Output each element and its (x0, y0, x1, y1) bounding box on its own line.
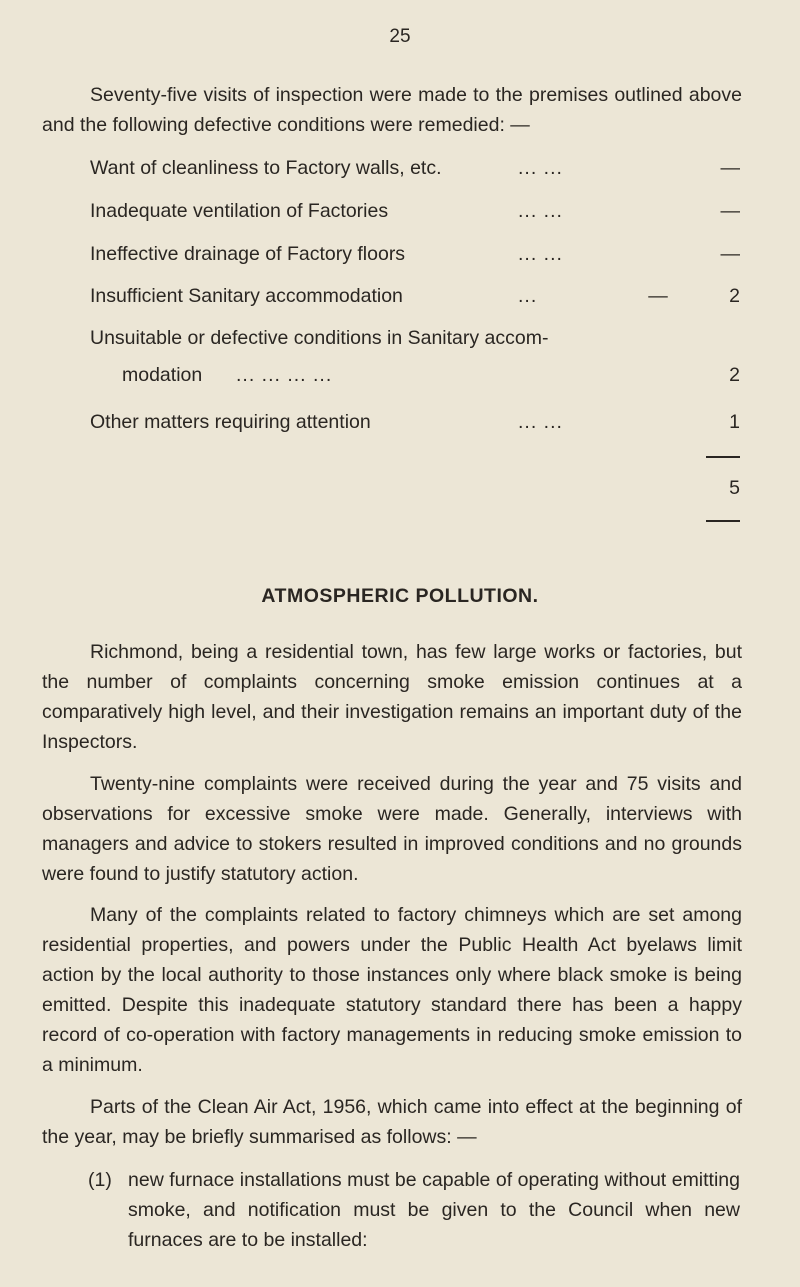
defect-row (90, 285, 740, 315)
defect-count-col2: — (720, 157, 740, 179)
defect-row (90, 243, 740, 273)
leader-dots: ... (518, 285, 538, 307)
list-item (88, 1165, 740, 1255)
leader-dots: ... ... (518, 200, 563, 222)
page-number: 25 (389, 26, 411, 47)
defect-label: modation (122, 364, 203, 386)
defect-count-col2: 2 (729, 285, 740, 307)
list-item-number: (1) (88, 1169, 112, 1191)
defect-count-col2: — (720, 243, 740, 265)
defect-row (90, 200, 740, 230)
defect-row (90, 327, 740, 357)
intro-paragraph: Seventy-five visits of inspection were made to the premises outlined above and the following defective conditions were remedied: — (42, 84, 742, 136)
defect-label: Want of cleanliness to Factory walls, etc. (90, 157, 442, 179)
defect-label: Unsuitable or defective conditions in Sanitary accom- (90, 327, 549, 349)
defect-count-col2: 1 (729, 411, 740, 433)
defect-row (90, 411, 740, 441)
section-heading: ATMOSPHERIC POLLUTION. (261, 585, 539, 607)
defect-label: Other matters requiring attention (90, 411, 371, 433)
body-paragraph: Parts of the Clean Air Act, 1956, which came into effect at the beginning of the year, may be briefly summarised as follows: — (42, 1096, 742, 1148)
body-paragraph: Richmond, being a residential town, has few large works or factories, but the number of complaints concerning smoke emission continues at a comparatively high level, and their investigation remains an important duty of the Inspectors. (42, 641, 742, 753)
leader-dots: ... ... (518, 157, 563, 179)
list-item-text: new furnace installations must be capable of operating without emitting smoke, and notification must be given to the Council when new furnaces are to be installed: (128, 1169, 740, 1251)
defect-label: Ineffective drainage of Factory floors (90, 243, 406, 265)
total-count: 5 (729, 477, 740, 499)
total-row (90, 477, 740, 507)
total-rule-top (706, 456, 740, 458)
defect-label: Inadequate ventilation of Factories (90, 200, 389, 222)
body-paragraph: Twenty-nine complaints were received during the year and 75 visits and observations for excessive smoke were made. Generally, interviews with managers and advice to stokers resulted in improved conditions and no grounds were found to justify statutory action. (42, 773, 742, 885)
defect-count-col2: 2 (729, 364, 740, 386)
defect-row (122, 364, 740, 394)
leader-dots: ... ... ... ... (236, 364, 333, 386)
body-paragraph: Many of the complaints related to factory chimneys which are set among residential properties, and powers under the Public Health Act byelaws limit action by the local authority to those instances only where black smoke is being emitted. Despite this inadequate statutory standard there has been a happy record of co-operation with factory managements in reducing smoke emission to a minimum. (42, 904, 742, 1076)
leader-dots: ... ... (518, 243, 563, 265)
defect-count-col1: — (648, 285, 668, 307)
defect-count-col2: — (720, 200, 740, 222)
leader-dots: ... ... (518, 411, 563, 433)
total-rule-bottom (706, 520, 740, 522)
defect-row (90, 157, 740, 187)
defect-label: Insufficient Sanitary accommodation (90, 285, 403, 307)
